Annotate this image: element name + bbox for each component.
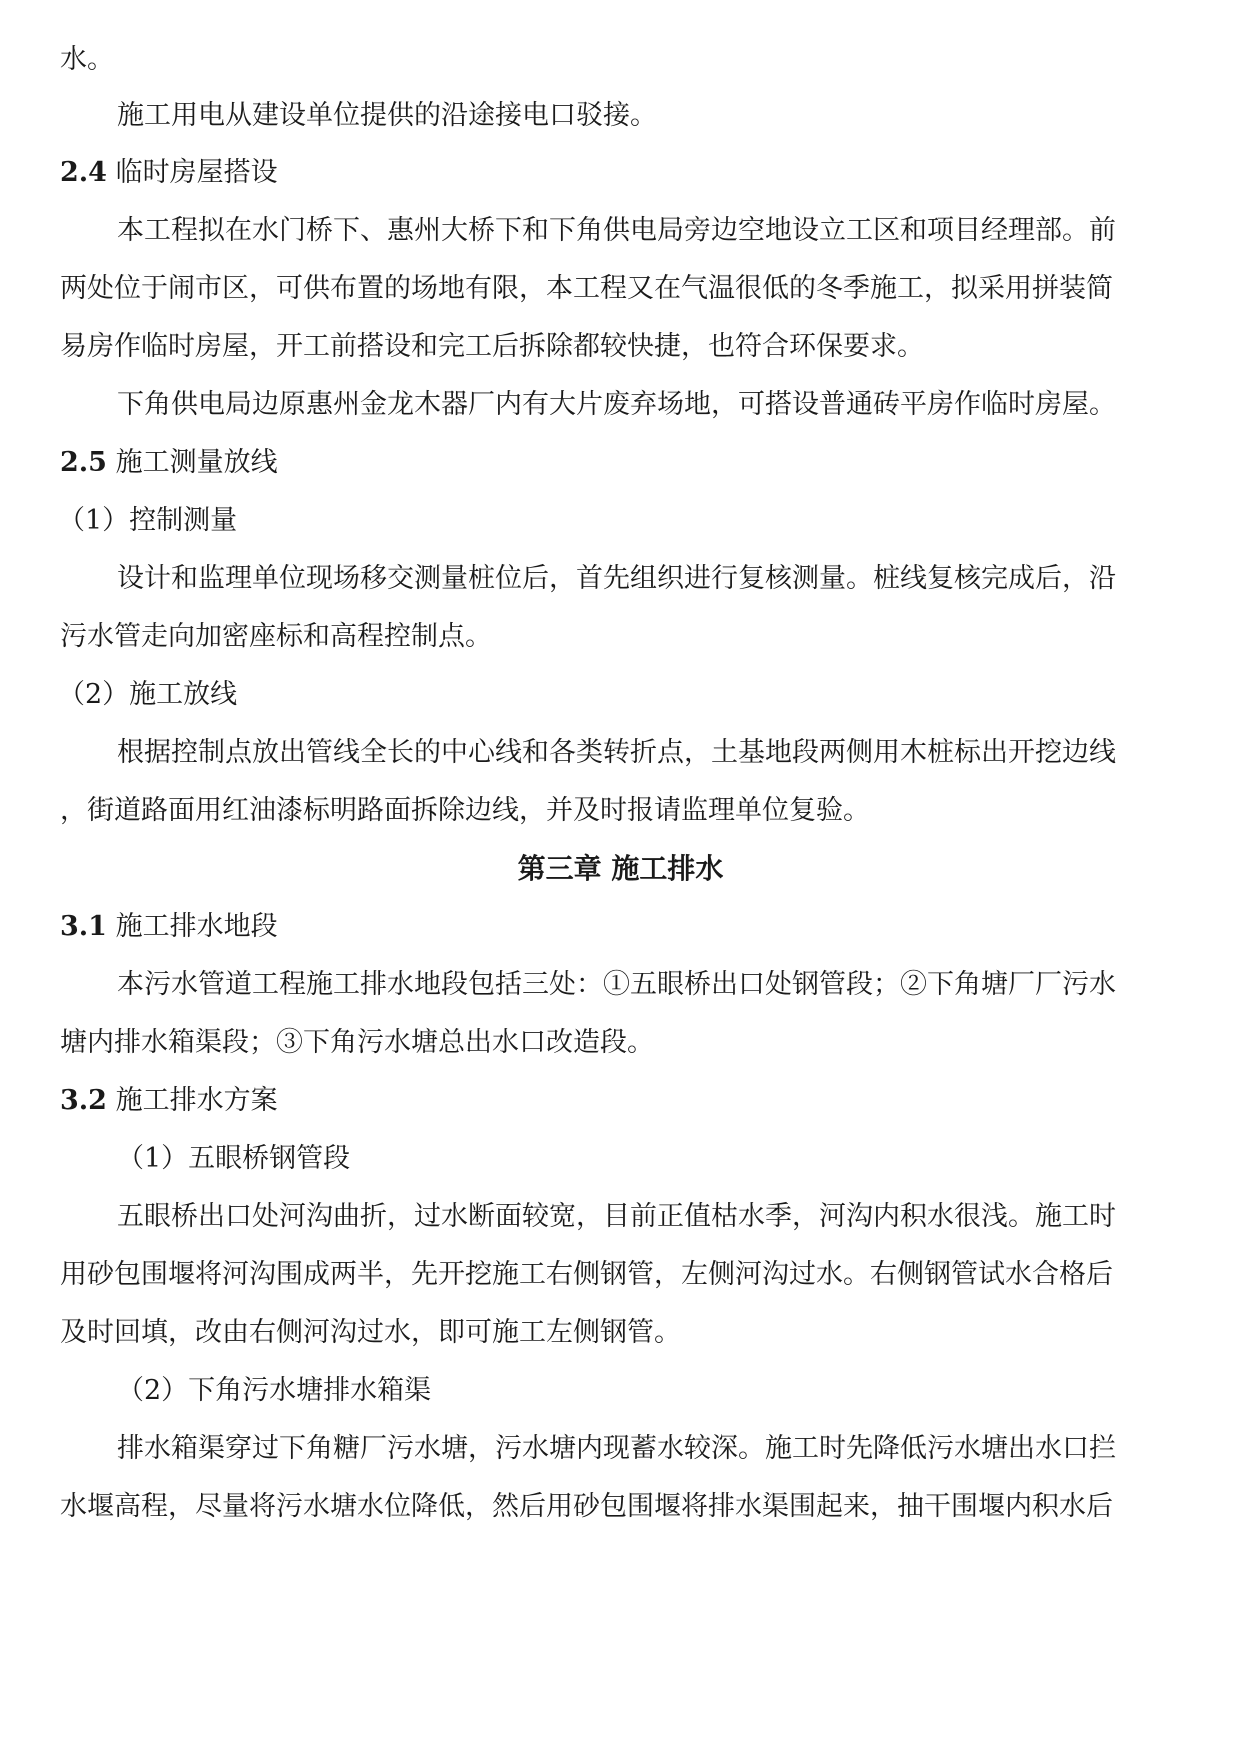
text-line: 及时回填，改由右侧河沟过水，即可施工左侧钢管。 <box>60 1317 681 1348</box>
text-line: 水。 <box>60 44 114 75</box>
section-title: 施工测量放线 <box>115 447 278 478</box>
text-line: 本工程拟在水门桥下、惠州大桥下和下角供电局旁边空地设立工区和项目经理部。前 <box>117 215 1116 246</box>
section-heading-2-5 <box>60 445 278 481</box>
section-heading-3-2 <box>60 1083 278 1119</box>
subsection-title: （2）下角污水塘排水箱渠 <box>117 1375 432 1406</box>
subsection-title: （1）控制测量 <box>58 505 238 536</box>
section-number: 3.1 <box>60 911 107 942</box>
text-line: 根据控制点放出管线全长的中心线和各类转折点，土基地段两侧用木桩标出开挖边线 <box>117 737 1116 768</box>
section-title: 施工排水方案 <box>115 1085 278 1116</box>
subsection-title: （1）五眼桥钢管段 <box>117 1143 351 1174</box>
subsection-title: （2）施工放线 <box>58 679 238 710</box>
text-line: 污水管走向加密座标和高程控制点。 <box>60 621 492 652</box>
text-line: 塘内排水箱渠段；③下角污水塘总出水口改造段。 <box>60 1027 654 1058</box>
section-heading-3-1 <box>60 909 278 945</box>
section-number: 3.2 <box>60 1085 107 1116</box>
text-line: 施工用电从建设单位提供的沿途接电口驳接。 <box>117 100 657 131</box>
text-line: 五眼桥出口处河沟曲折，过水断面较宽，目前正值枯水季，河沟内积水很浅。施工时 <box>117 1201 1116 1232</box>
section-number: 2.5 <box>60 447 107 478</box>
text-line: 两处位于闹市区，可供布置的场地有限，本工程又在气温很低的冬季施工，拟采用拼装简 <box>60 273 1113 304</box>
text-line: 设计和监理单位现场移交测量桩位后，首先组织进行复核测量。桩线复核完成后，沿 <box>117 563 1116 594</box>
section-title: 施工排水地段 <box>115 911 278 942</box>
section-heading-2-4 <box>60 155 278 191</box>
text-line: 排水箱渠穿过下角糖厂污水塘，污水塘内现蓄水较深。施工时先降低污水塘出水口拦 <box>117 1433 1116 1464</box>
section-number: 2.4 <box>60 157 107 188</box>
text-line: 本污水管道工程施工排水地段包括三处：①五眼桥出口处钢管段；②下角塘厂厂污水 <box>117 969 1116 1000</box>
text-line: 易房作临时房屋，开工前搭设和完工后拆除都较快捷，也符合环保要求。 <box>60 331 924 362</box>
text-line: 用砂包围堰将河沟围成两半，先开挖施工右侧钢管，左侧河沟过水。右侧钢管试水合格后 <box>60 1259 1113 1290</box>
text-line: 水堰高程，尽量将污水塘水位降低，然后用砂包围堰将排水渠围起来，抽干围堰内积水后 <box>60 1491 1113 1522</box>
text-line: ，街道路面用红油漆标明路面拆除边线，并及时报请监理单位复验。 <box>60 795 870 826</box>
text-line: 下角供电局边原惠州金龙木器厂内有大片废弃场地，可搭设普通砖平房作临时房屋。 <box>117 389 1116 420</box>
section-title: 临时房屋搭设 <box>115 157 278 188</box>
chapter-title: 第三章 施工排水 <box>517 852 724 885</box>
